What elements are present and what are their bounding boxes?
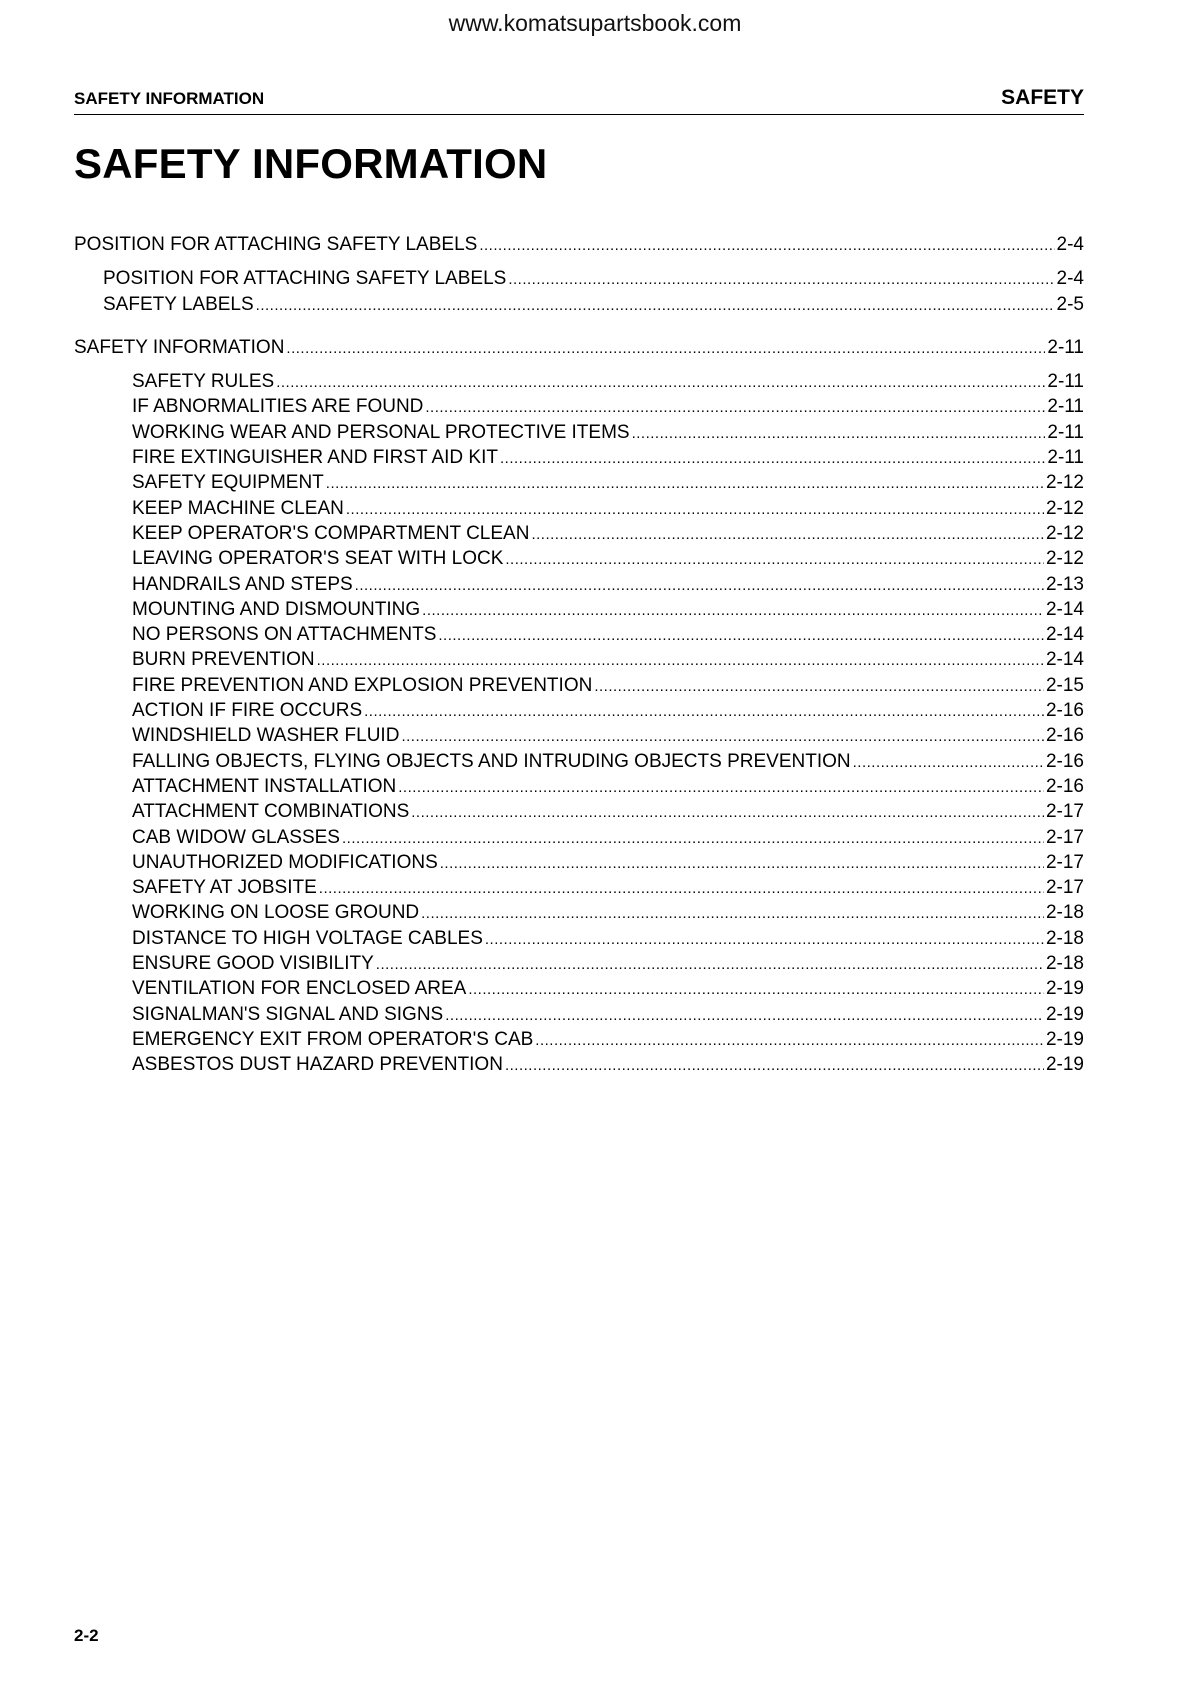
toc-entry-label: ASBESTOS DUST HAZARD PREVENTION	[132, 1054, 503, 1076]
toc-entry[interactable]	[74, 395, 1084, 420]
toc-entry-label: FALLING OBJECTS, FLYING OBJECTS AND INTRUDING OBJECTS PREVENTION	[132, 750, 851, 772]
toc-entry[interactable]	[74, 750, 1084, 775]
toc-entry[interactable]	[74, 851, 1084, 876]
toc-entry[interactable]	[74, 952, 1084, 977]
toc-entry-label: CAB WIDOW GLASSES	[132, 826, 340, 848]
toc-entry[interactable]	[74, 573, 1084, 598]
toc-dot-leader	[505, 1053, 1044, 1078]
toc-dot-leader	[355, 573, 1044, 598]
toc-entry[interactable]	[74, 699, 1084, 724]
toc-entry-label: LEAVING OPERATOR'S SEAT WITH LOCK	[132, 548, 504, 570]
toc-entry[interactable]	[74, 977, 1084, 1002]
toc-entry-page: 2-19	[1045, 978, 1084, 1000]
toc-entry-label: MOUNTING AND DISMOUNTING	[132, 598, 421, 620]
toc-heading-position-labels[interactable]	[74, 233, 1084, 258]
toc-entry-page: 2-14	[1045, 624, 1084, 646]
toc-entry-label: WORKING ON LOOSE GROUND	[132, 902, 420, 924]
toc-entry[interactable]	[74, 724, 1084, 749]
toc-entry-label: SAFETY EQUIPMENT	[132, 472, 324, 494]
toc-dot-leader	[422, 598, 1044, 623]
toc-entry-label: VENTILATION FOR ENCLOSED AREA	[132, 978, 467, 1000]
toc-entry[interactable]	[74, 1003, 1084, 1028]
toc-entry-label: EMERGENCY EXIT FROM OPERATOR'S CAB	[132, 1028, 534, 1050]
toc-entry-page: 2-13	[1045, 573, 1084, 595]
toc-dot-leader	[317, 648, 1044, 673]
toc-entry-page: 2-17	[1045, 801, 1084, 823]
toc-entry-label: FIRE PREVENTION AND EXPLOSION PREVENTION	[132, 674, 593, 696]
toc-entry[interactable]	[74, 1053, 1084, 1078]
toc-dot-leader	[479, 233, 1054, 258]
toc-entry-page: 2-4	[1056, 268, 1084, 290]
toc-dot-leader	[342, 826, 1044, 851]
toc-dot-leader	[440, 851, 1044, 876]
toc-entry[interactable]	[74, 446, 1084, 471]
toc-dot-leader	[594, 674, 1044, 699]
watermark-url: www.komatsupartsbook.com	[448, 10, 742, 36]
toc-dot-leader	[632, 421, 1046, 446]
toc-dot-leader	[853, 750, 1044, 775]
toc-entry-page: 2-19	[1045, 1028, 1084, 1050]
toc-dot-leader	[276, 370, 1045, 395]
toc-entry[interactable]	[74, 674, 1084, 699]
toc-entry-label: IF ABNORMALITIES ARE FOUND	[132, 396, 424, 418]
toc-heading-safety-information[interactable]	[74, 336, 1084, 361]
toc-dot-leader	[411, 800, 1044, 825]
toc-entry-page: 2-18	[1045, 902, 1084, 924]
toc-entry[interactable]	[74, 293, 1084, 318]
toc-entry[interactable]	[74, 826, 1084, 851]
toc-entry-label: SAFETY LABELS	[103, 293, 254, 315]
toc-entry-page: 2-11	[1047, 371, 1084, 393]
toc-dot-leader	[535, 1028, 1044, 1053]
toc-dot-leader	[438, 623, 1044, 648]
toc-dot-leader	[505, 547, 1044, 572]
toc-entry-label: WINDSHIELD WASHER FLUID	[132, 725, 400, 747]
toc-entry-page: 2-19	[1045, 1003, 1084, 1025]
toc-entry-label: SAFETY AT JOBSITE	[132, 877, 317, 899]
toc-entry-page: 2-18	[1045, 953, 1084, 975]
toc-entry[interactable]	[74, 522, 1084, 547]
toc-entry-page: 2-12	[1045, 522, 1084, 544]
toc-dot-leader	[425, 395, 1045, 420]
header-chapter-title: SAFETY	[1001, 86, 1084, 109]
toc-entry[interactable]	[74, 800, 1084, 825]
toc-entry-page: 2-17	[1045, 851, 1084, 873]
toc-entry[interactable]	[74, 471, 1084, 496]
toc-entry-page: 2-4	[1056, 234, 1084, 255]
toc-entry-label: KEEP OPERATOR'S COMPARTMENT CLEAN	[132, 522, 530, 544]
toc-entry-label: ACTION IF FIRE OCCURS	[132, 700, 363, 722]
toc-dot-leader	[364, 699, 1044, 724]
toc-entry-label: SIGNALMAN'S SIGNAL AND SIGNS	[132, 1003, 444, 1025]
header-section-title: SAFETY INFORMATION	[74, 89, 265, 108]
toc-entry-label: SAFETY INFORMATION	[74, 336, 285, 358]
toc-entry-page: 2-5	[1056, 293, 1084, 315]
toc-dot-leader	[326, 471, 1044, 496]
toc-entry[interactable]	[74, 421, 1084, 446]
toc-entry-label: HANDRAILS AND STEPS	[132, 573, 353, 595]
toc-entry-label: UNAUTHORIZED MODIFICATIONS	[132, 851, 438, 873]
toc-entry-label: BURN PREVENTION	[132, 649, 315, 671]
toc-entry-label: DISTANCE TO HIGH VOLTAGE CABLES	[132, 927, 483, 949]
toc-entry-page: 2-16	[1045, 775, 1084, 797]
toc-entry-page: 2-17	[1045, 877, 1084, 899]
toc-entry-label: ATTACHMENT COMBINATIONS	[132, 801, 410, 823]
page-title: SAFETY INFORMATION	[74, 140, 548, 187]
toc-entry-page: 2-11	[1047, 447, 1084, 469]
toc-entry-label: SAFETY RULES	[132, 371, 275, 393]
toc-entry-page: 2-11	[1047, 336, 1084, 358]
toc-entry[interactable]	[74, 497, 1084, 522]
toc-dot-leader	[401, 724, 1044, 749]
toc-entry-label: WORKING WEAR AND PERSONAL PROTECTIVE ITEMS	[132, 421, 630, 443]
toc-entry-page: 2-15	[1045, 674, 1084, 696]
page-number: 2-2	[74, 1626, 99, 1645]
toc-dot-leader	[500, 446, 1045, 471]
toc-entry[interactable]	[74, 648, 1084, 673]
toc-dot-leader	[398, 775, 1044, 800]
toc-dot-leader	[346, 497, 1044, 522]
toc-entry-label: FIRE EXTINGUISHER AND FIRST AID KIT	[132, 447, 498, 469]
toc-entry[interactable]	[74, 370, 1084, 395]
toc-entry-page: 2-12	[1045, 472, 1084, 494]
toc-dot-leader	[256, 293, 1055, 318]
toc-entry[interactable]	[74, 1028, 1084, 1053]
toc-entry[interactable]	[74, 267, 1084, 292]
toc-entry-page: 2-17	[1045, 826, 1084, 848]
toc-entry-page: 2-14	[1045, 598, 1084, 620]
toc-dot-leader	[319, 876, 1044, 901]
toc-entry[interactable]	[74, 927, 1084, 952]
toc-entry-label: ENSURE GOOD VISIBILITY	[132, 953, 374, 975]
toc-entry-label: POSITION FOR ATTACHING SAFETY LABELS	[103, 268, 507, 290]
toc-entry[interactable]	[74, 876, 1084, 901]
toc-dot-leader	[376, 952, 1044, 977]
toc-entry-page: 2-11	[1047, 421, 1084, 443]
table-of-contents	[74, 233, 1084, 1079]
toc-entry-label: ATTACHMENT INSTALLATION	[132, 775, 397, 797]
toc-entry-page: 2-16	[1045, 750, 1084, 772]
toc-entry[interactable]	[74, 901, 1084, 926]
toc-entry-page: 2-11	[1047, 396, 1084, 418]
toc-entry-page: 2-19	[1045, 1054, 1084, 1076]
toc-entry[interactable]	[74, 598, 1084, 623]
toc-group-position-labels	[74, 267, 1084, 318]
toc-entry-label: KEEP MACHINE CLEAN	[132, 497, 344, 519]
toc-entry-page: 2-16	[1045, 700, 1084, 722]
toc-entry[interactable]	[74, 775, 1084, 800]
toc-group-safety-information	[74, 370, 1084, 1078]
running-header	[74, 84, 1084, 115]
toc-dot-leader	[445, 1003, 1044, 1028]
toc-dot-leader	[421, 901, 1044, 926]
toc-dot-leader	[485, 927, 1044, 952]
toc-dot-leader	[286, 336, 1045, 361]
toc-entry-page: 2-16	[1045, 725, 1084, 747]
toc-entry-label: NO PERSONS ON ATTACHMENTS	[132, 624, 437, 646]
toc-entry-page: 2-14	[1045, 649, 1084, 671]
toc-entry[interactable]	[74, 623, 1084, 648]
toc-dot-leader	[468, 977, 1044, 1002]
toc-entry-page: 2-12	[1045, 497, 1084, 519]
toc-entry-page: 2-12	[1045, 548, 1084, 570]
toc-entry-label: POSITION FOR ATTACHING SAFETY LABELS	[74, 234, 478, 255]
toc-entry[interactable]	[74, 547, 1084, 572]
toc-entry-page: 2-18	[1045, 927, 1084, 949]
toc-dot-leader	[508, 267, 1054, 292]
toc-dot-leader	[531, 522, 1044, 547]
